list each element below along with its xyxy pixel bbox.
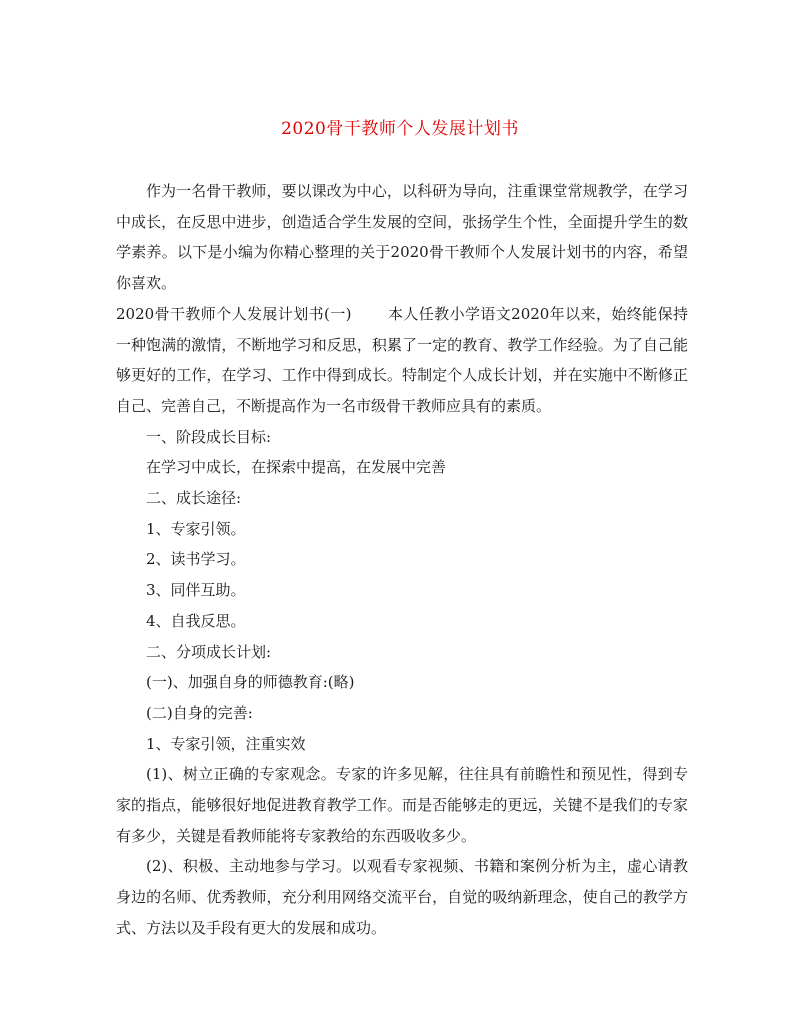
section-heading: 2020骨干教师个人发展计划书(一) — [116, 304, 352, 323]
document-title: 2020骨干教师个人发展计划书 — [281, 119, 519, 139]
list-item: 1、专家引领。 — [146, 519, 246, 538]
body-paragraph: (2)、积极、主动地参与学习。以观看专家视频、书籍和案例分析为主，虚心请教身边的名师、优秀教师，充分利用网络交流平台，自觉的吸纳新理念，使自己的教学方式、方法以及手段有更大的发展和成功。 — [116, 857, 688, 937]
list-item: 3、同伴互助。 — [146, 581, 246, 600]
section-paragraph — [116, 299, 688, 422]
subheading: (二)自身的完善: — [146, 703, 253, 722]
subheading: 1、专家引领，注重实效 — [146, 734, 306, 753]
list-item: 4、自我反思。 — [146, 611, 246, 630]
growth-path-heading: 二、成长途径: — [146, 489, 242, 508]
plan-heading: 二、分项成长计划: — [146, 642, 272, 661]
stage-goal-heading: 一、阶段成长目标: — [146, 427, 272, 446]
subheading: (一)、加强自身的师德教育:(略) — [146, 673, 355, 692]
stage-goal-text: 在学习中成长，在探索中提高，在发展中完善 — [146, 458, 447, 477]
intro-paragraph: 作为一名骨干教师，要以课改为中心，以科研为导向，注重课堂常规教学，在学习中成长，在反思中进步，创造适合学生发展的空间，张扬学生个性，全面提升学生的数学素养。以下是小编为你精心整理的关于2020骨干教师个人发展计划书的内容，希望你喜欢。 — [116, 182, 688, 293]
section-text: 本人任教小学语文2020年以来，始终能保持一种饱满的激情，不断地学习和反思，积累了一定的教育、教学工作经验。为了自己能够更好的工作，在学习、工作中得到成长。特制定个人成长计划，并在实施中不断修正自己、完善自己，不断提高作为一名市级骨干教师应具有的素质。 — [116, 304, 688, 415]
list-item: 2、读书学习。 — [146, 550, 246, 569]
document-body — [116, 176, 688, 944]
body-paragraph: (1)、树立正确的专家观念。专家的许多见解，往往具有前瞻性和预见性，得到专家的指点，能够很好地促进教育教学工作。而是否能够走的更远，关键不是我们的专家有多少，关键是看教师能将专家教给的东西吸收多少。 — [116, 765, 688, 845]
